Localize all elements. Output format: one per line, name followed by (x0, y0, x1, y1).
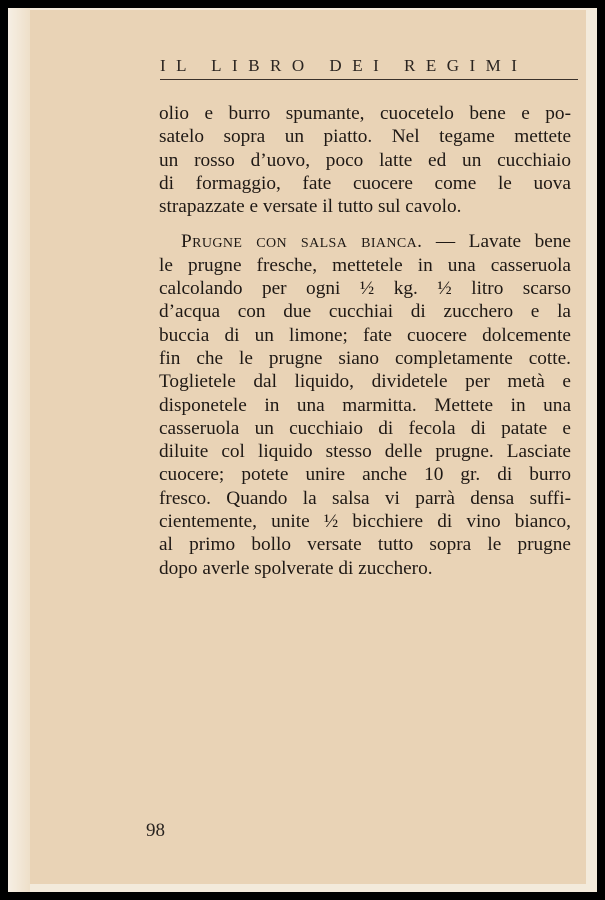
text-line: fin che le prugne siano completamente cotte. (159, 347, 571, 369)
page-gutter (8, 8, 30, 892)
paragraph-2 (159, 230, 571, 579)
text-line: olio e burro spumante, cuocetelo bene e po- (159, 103, 571, 124)
body-text (159, 102, 571, 580)
text-line: fresco. Quando la salsa vi parrà densa suffi- (159, 487, 571, 509)
text-line: un rosso d’uovo, poco latte ed un cucchiaio (159, 149, 571, 171)
header-rule (160, 79, 578, 80)
recipe-heading-line (159, 230, 571, 253)
recipe-title: Prugne con salsa bianca. (181, 231, 423, 253)
text-line: dopo averle spolverate di zucchero. (159, 557, 433, 579)
text-line: disponetele in una marmitta. Mettete in una (159, 394, 571, 416)
paragraph-gap (159, 218, 571, 230)
text-line: satelo sopra un piatto. Nel tegame mettete (159, 126, 571, 148)
text-line: strapazzate e versate il tutto sul cavolo. (159, 196, 462, 218)
page-number: 98 (146, 820, 165, 841)
text-line: d’acqua con due cucchiai di zucchero e la (159, 301, 571, 323)
text-line: casseruola un cucchiaio di fecola di patate e (159, 417, 571, 439)
text-line: di formaggio, fate cuocere come le uova (159, 172, 571, 194)
text-line: calcolando per ogni ½ kg. ½ litro scarso (159, 278, 571, 300)
text-line: cientemente, unite ½ bicchiere di vino bianco, (159, 511, 571, 533)
recipe-intro: — Lavate bene (422, 231, 571, 253)
paragraph-1 (159, 102, 571, 218)
text-line: buccia di un limone; fate cuocere dolcemente (159, 324, 571, 346)
text-line: le prugne fresche, mettetele in una casseruola (159, 254, 571, 276)
text-line: Toglietele dal liquido, dividetele per metà e (159, 371, 571, 393)
text-line: al primo bollo versate tutto sopra le prugne (159, 534, 571, 556)
running-head: IL LIBRO DEI REGIMI (160, 56, 528, 75)
text-line: cuocere; potete unire anche 10 gr. di burro (159, 464, 571, 486)
text-line: diluite col liquido stesso delle prugne. Lasciate (159, 441, 571, 463)
